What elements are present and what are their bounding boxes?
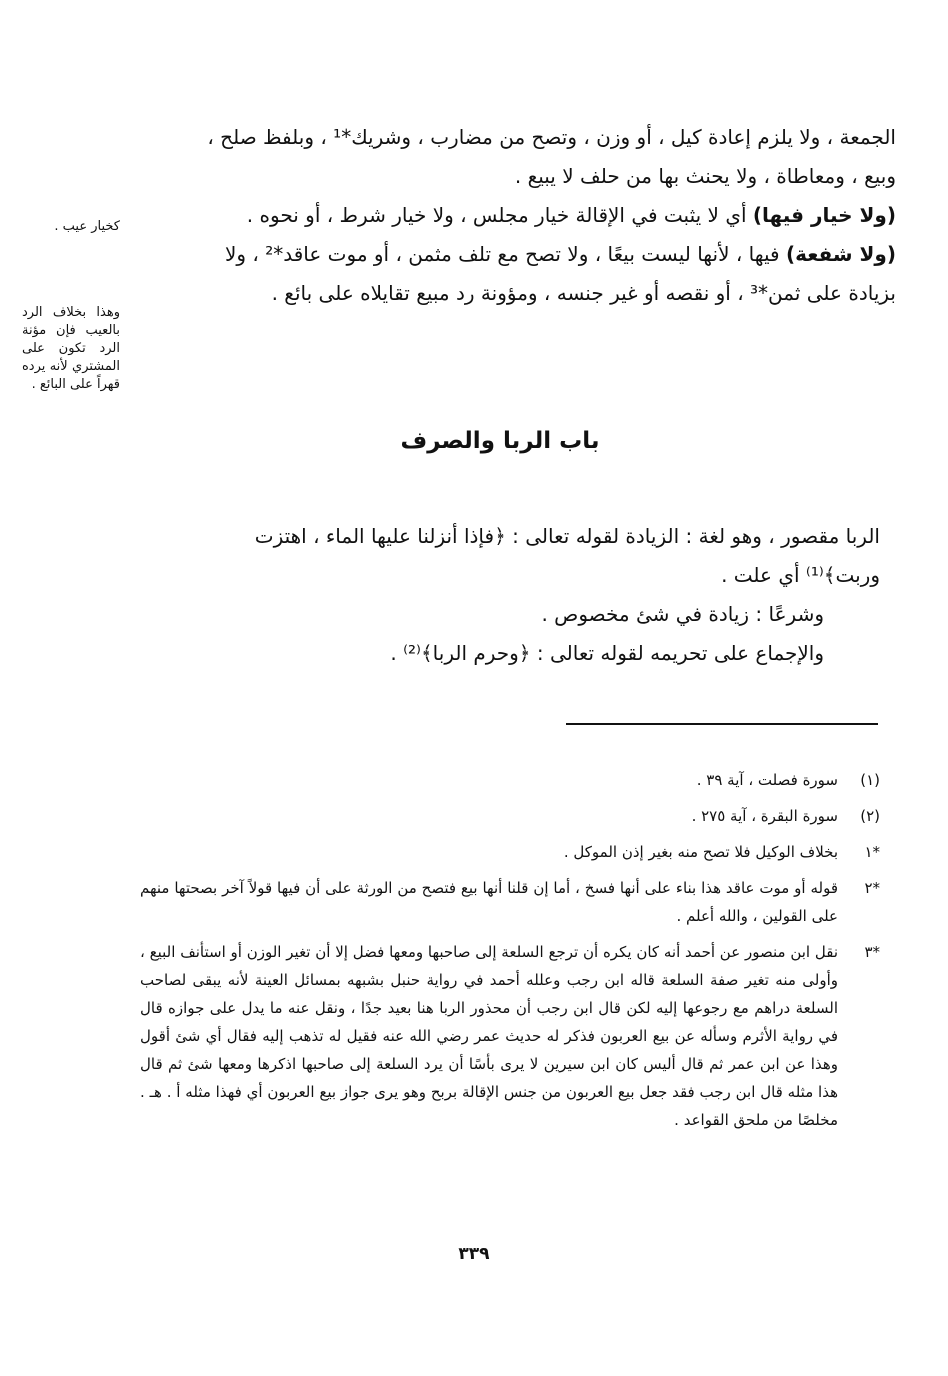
footnote (140, 938, 880, 1134)
footnote-mark: *٣ (864, 943, 880, 961)
definition-line: وربت﴾⁽¹⁾ أي علت . (721, 563, 880, 587)
main-text-line: الجمعة ، ولا يلزم إعادة كيل ، أو وزن ، وتصح من مضارب ، وشريك*¹ ، وبلفظ صلح ، (207, 125, 896, 149)
footnote (140, 802, 880, 830)
footnote-mark: (٢) (860, 807, 880, 825)
footnote (140, 838, 880, 866)
margin-note: وهذا بخلاف الرد بالعيب فإن مؤنة الرد تكون على المشتري لأنه يرده قهراً على البائع . (22, 305, 120, 392)
footnote (140, 874, 880, 930)
footnote (140, 766, 880, 794)
footnote-text: نقل ابن منصور عن أحمد أنه كان يكره أن ترجع السلعة إلى صاحبها ومعها فضل إلا أن تغير الوزن أو استأنف البيع ، وأولى منه تغير صفة السلعة قاله ابن رجب وعلله أحمد في رواية حنبل بشبهه بمسائل العينة لأنه يبقى لصاحب السلعة دراهم مع رجوعها إليه لكن قال ابن رجب أن محذور الربا هنا بعيد جدًا ، ونقل عنه ما يدل على جوازه قال في رواية الأثرم وسأله عن بيع العربون فذكر له حديث عمر رضي الله عنه فقيل له تذهب إليه فقال أي شئ أقول وهذا عن ابن عمر ثم قال أليس كان ابن سيرين لا يرى بأسًا أن يرد السلعة إلى صاحبها اذكرها ومعها شئ ثم قال هذا مثله قال ابن رجب فقد جعل بيع العربون من جنس الإقالة بربح وهو يرى جواز بيع العربون أي فهذا مثله أ . هـ . مخلصًا من ملحق القواعد . (140, 943, 838, 1129)
footnote-separator (566, 723, 878, 725)
footnote-mark: *٢ (864, 879, 880, 897)
main-text-line: بزيادة على ثمن*³ ، أو نقصه أو غير جنسه ، ومؤونة رد مبيع تقايلاه على بائع . (271, 281, 896, 305)
no-preemption-paragraph (140, 235, 896, 274)
bold-heading: (ولا خيار فيها) (752, 203, 896, 227)
footnote-text: قوله أو موت عاقد هذا بناء على أنها فسخ ، أما إن قلنا أنها بيع فتصح من الورثة على أن فيها قولاً آخر بصحتها منهم على القولين ، والله أعلم . (140, 879, 838, 925)
no-option-paragraph (140, 196, 896, 235)
footnote-mark: (١) (860, 771, 880, 789)
footnote-text: بخلاف الوكيل فلا تصح منه بغير إذن الموكل . (563, 843, 838, 861)
chapter-title: باب الربا والصرف (400, 428, 600, 454)
definition-line: الربا مقصور ، وهو لغة : الزيادة لقوله تعالى : ﴿فإذا أنزلنا عليها الماء ، اهتزت (254, 524, 880, 548)
footnote-mark: *١ (864, 843, 880, 861)
footnote-text: سورة البقرة ، آية ٢٧٥ . (691, 807, 838, 825)
margin-note: كخيار عيب . (54, 219, 120, 234)
paragraph-text: أي لا يثبت في الإقالة خيار مجلس ، ولا خيار شرط ، أو نحوه . (246, 203, 753, 227)
definition-block (140, 517, 880, 673)
paragraph-text: فيها ، لأنها ليست بيعًا ، ولا تصح مع تلف مثمن ، أو موت عاقد*² ، ولا (224, 242, 786, 266)
main-text-line: وبيع ، ومعاطاة ، ولا يحنث بها من حلف لا يبيع . (514, 164, 896, 188)
definition-line: والإجماع على تحريمه لقوله تعالى : ﴿وحرم الربا﴾⁽²⁾ . (390, 641, 824, 665)
bold-heading: (ولا شفعة) (785, 242, 896, 266)
page-number: ٣٣٩ (458, 1244, 490, 1264)
footnote-text: سورة فصلت ، آية ٣٩ . (696, 771, 838, 789)
footnotes (140, 766, 880, 1142)
main-text-block (140, 118, 896, 313)
definition-line: وشرعًا : زيادة في شئ مخصوص . (541, 602, 824, 626)
